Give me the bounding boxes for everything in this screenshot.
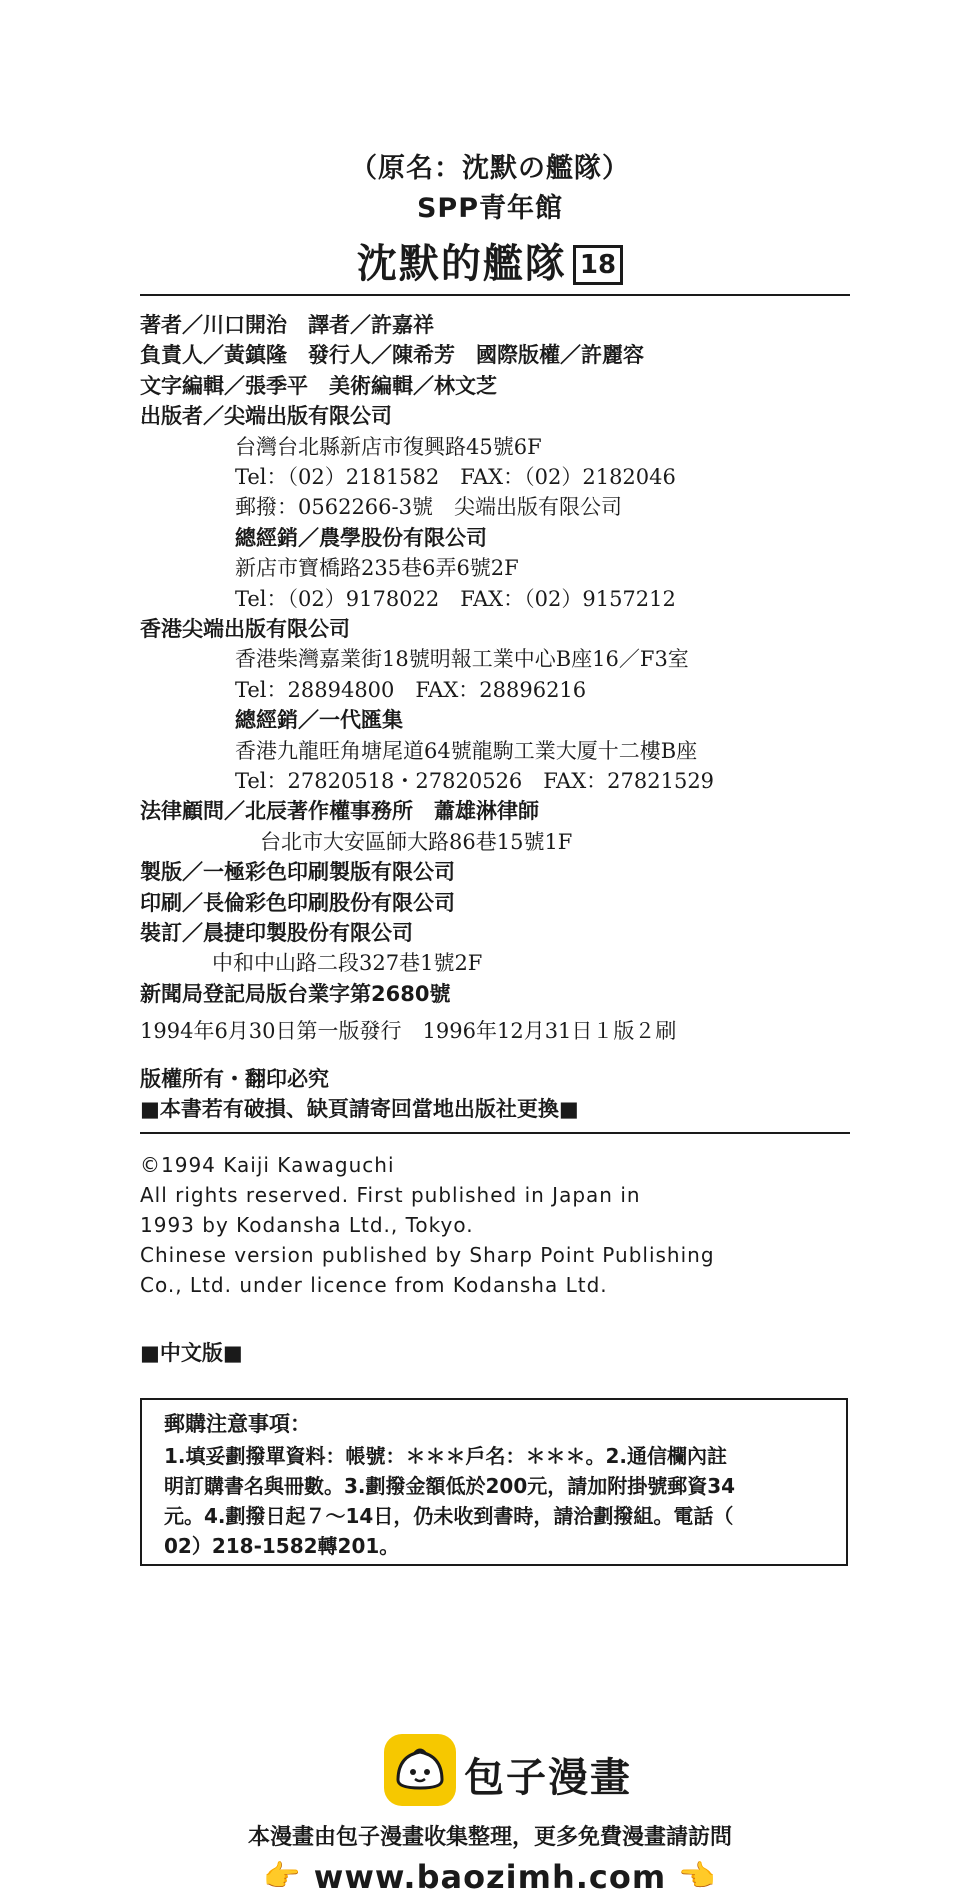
credit-line-r22: 中和中山路二段327巷1號2F xyxy=(212,951,483,976)
middle-rule xyxy=(140,1132,850,1134)
rights-line: 版權所有・翻印必究 xyxy=(140,1067,329,1091)
credit-line-r4: 出版者／尖端出版有限公司 xyxy=(140,404,392,429)
edition-line: 1994年6月30日第一版發行 1996年12月31日１版２刷 xyxy=(140,1019,677,1043)
credit-line-r11: 香港尖端出版有限公司 xyxy=(140,617,350,641)
credit-line-r9: 新店市寶橋路235巷6弄6號2F xyxy=(235,556,519,581)
baozi-brand: 包子漫畫 xyxy=(464,1755,632,1801)
credit-line-r21: 裝訂／晨捷印製股份有限公司 xyxy=(140,921,413,945)
return-notice: ■本書若有破損、缺頁請寄回當地出版社更換■ xyxy=(140,1097,579,1121)
copyright-line: Chinese version published by Sharp Point Publishing xyxy=(140,1243,715,1267)
mail-order-line: 元。4.劃撥日起７～14日，仍未收到書時，請洽劃撥組。電話（ xyxy=(164,1504,734,1528)
credit-line-r14: 總經銷／一代匯集 xyxy=(235,708,403,733)
credit-line-r23: 新聞局登記局版台業字第2680號 xyxy=(140,981,451,1006)
pointing-hand-icon: 👉 xyxy=(263,1859,302,1894)
credit-line-r3: 文字編輯／張季平 美術編輯／林文芝 xyxy=(140,373,497,398)
copyright-line: All rights reserved. First published in Japan in xyxy=(140,1183,641,1207)
credit-line-r20: 印刷／長倫彩色印刷股份有限公司 xyxy=(140,890,455,915)
credit-line-r1: 著者／川口開治 譯者／許嘉祥 xyxy=(140,313,434,337)
mail-order-title: 郵購注意事項： xyxy=(164,1412,311,1436)
credit-line-r16: Tel：27820518・27820526 FAX：27821529 xyxy=(235,769,715,793)
chinese-edition-label: ■中文版■ xyxy=(140,1341,243,1365)
header-imprint: SPP青年館 xyxy=(416,193,564,224)
book-title xyxy=(0,232,980,289)
credit-line-r10: Tel：（02）9178022 FAX：（02）9157212 xyxy=(235,586,676,611)
credit-line-r2: 負責人／黃鎮隆 發行人／陳希芳 國際版權／許麗容 xyxy=(140,343,644,368)
credit-line-r19: 製版／一極彩色印刷製版有限公司 xyxy=(140,860,455,885)
pointing-hand-icon: 👈 xyxy=(678,1859,717,1894)
volume-number: 18 xyxy=(573,245,623,285)
title-text: 沈默的艦隊 xyxy=(356,241,567,287)
copyright-line: Co., Ltd. under licence from Kodansha Ltd. xyxy=(140,1273,608,1297)
watermark-url-row xyxy=(0,1858,980,1896)
credit-line-r8: 總經銷／農學股份有限公司 xyxy=(235,525,487,550)
credit-line-r6: Tel：（02）2181582 FAX：（02）2182046 xyxy=(235,465,676,489)
watermark-tagline: 本漫畫由包子漫畫收集整理，更多免費漫畫請訪問 xyxy=(247,1825,732,1850)
copyright-line: 1993 by Kodansha Ltd., Tokyo. xyxy=(140,1213,474,1237)
credit-line-r5: 台灣台北縣新店市復興路45號6F xyxy=(235,434,542,459)
copyright-line: ©1994 Kaiji Kawaguchi xyxy=(140,1153,395,1177)
mail-order-line: 02）218-1582轉201。 xyxy=(164,1534,400,1558)
baozi-logo-icon xyxy=(384,1734,456,1806)
mail-order-line: 1.填妥劃撥單資料：帳號：＊＊＊戶名：＊＊＊。2.通信欄內註 xyxy=(164,1444,728,1468)
credit-line-r15: 香港九龍旺角塘尾道64號龍駒工業大厦十二樓B座 xyxy=(235,738,698,763)
credit-line-r7: 郵撥：0562266-3號 尖端出版有限公司 xyxy=(235,495,622,520)
credit-line-r12: 香港柴灣嘉業街18號明報工業中心B座16／F3室 xyxy=(235,647,689,672)
credit-line-r17: 法律顧問／北辰著作權事務所 蕭雄淋律師 xyxy=(140,799,539,824)
top-rule xyxy=(140,294,850,296)
mail-order-line: 明訂購書名與冊數。3.劃撥金額低於200元，請加附掛號郵資34 xyxy=(164,1474,736,1498)
watermark-url[interactable]: www.baozimh.com xyxy=(313,1858,667,1896)
header-original-name: （原名：沈默の艦隊） xyxy=(350,153,630,184)
credit-line-r13: Tel：28894800 FAX：28896216 xyxy=(235,677,587,702)
credit-line-r18: 台北市大安區師大路86巷15號1F xyxy=(260,829,573,854)
